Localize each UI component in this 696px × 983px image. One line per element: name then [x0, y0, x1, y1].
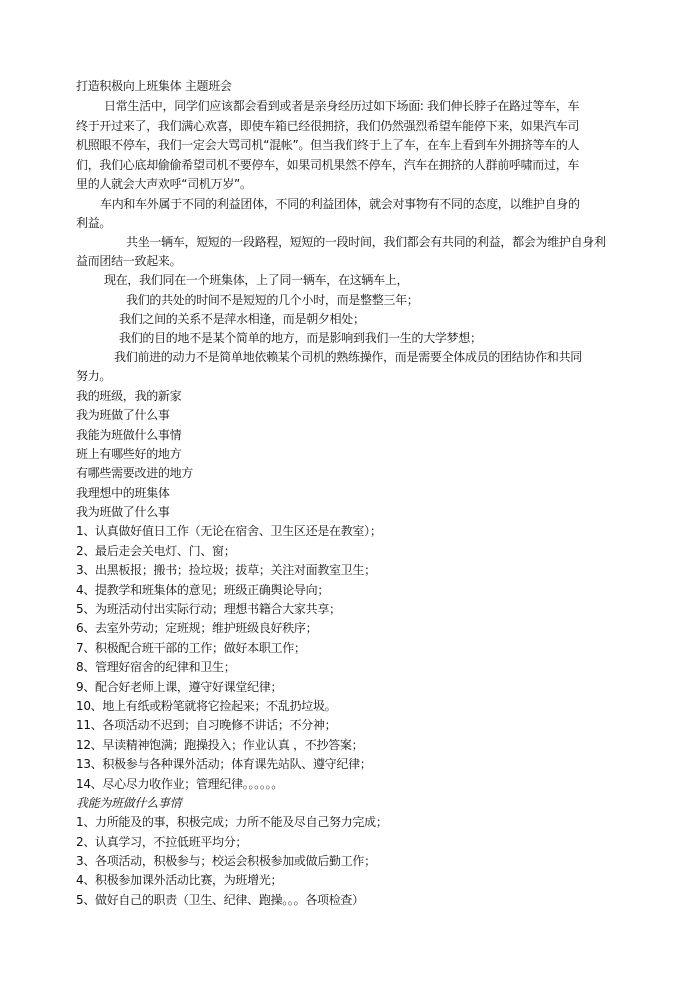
- poem-line: 我们之间的关系不是萍水相逢，而是朝夕相处；: [119, 312, 365, 326]
- list-item: 4、提教学和班集体的意见；班级正确舆论导向；: [76, 583, 330, 597]
- list-item: 6、去室外劳动；定班规；维护班级良好秩序；: [76, 621, 318, 635]
- paragraph-line: 努力。: [76, 369, 112, 383]
- topic-line: 有哪些需要改进的地方: [76, 466, 194, 480]
- list-item: 8、管理好宿舍的纪律和卫生；: [76, 660, 236, 674]
- paragraph-line: 利益。: [76, 216, 112, 230]
- list-item: 1、力所能及的事，积极完成；力所不能及尽自己努力完成；: [76, 815, 388, 829]
- poem-line: 我们的目的地不是某个简单的地方，而是影响到我们一生的大学梦想；: [119, 331, 482, 345]
- paragraph-line: 现在，我们同在一个班集体，上了同一辆车，在这辆车上，: [104, 273, 409, 287]
- intro-line: 终于开过来了，我们满心欢喜，即使车箱已经很拥挤，我们仍然强烈希望车能停下来，如果汽车司: [76, 119, 580, 133]
- list-item: 13、积极参与各种课外活动；体育课先站队、遵守纪律；: [76, 757, 372, 771]
- doc-title: 打造积极向上班集体 主题班会: [76, 79, 232, 93]
- poem-line: 我们的共处的时间不是短短的几个小时，而是整整三年；: [126, 293, 419, 307]
- topic-line: 我为班做了什么事: [76, 408, 170, 422]
- list-item: 3、各项活动，积极参与；校运会积极参加或做后勤工作；: [76, 854, 376, 868]
- list-item: 2、认真学习，不拉低班平均分；: [76, 835, 248, 849]
- topic-line: 我的班级，我的新家: [76, 389, 182, 403]
- list-item: 11、各项活动不迟到；自习晚修不讲话；不分神；: [76, 718, 337, 732]
- intro-line: 机照眼不停车，我们一定会大骂司机“混帐”。但当我们终于上了车，在车上看到车外拥挤等车的人: [76, 138, 580, 152]
- list-item: 14、尽心尽力收作业；管理纪律。。。。。。: [76, 777, 283, 791]
- list-item: 9、配合好老师上课，遵守好课堂纪律；: [76, 680, 283, 694]
- topic-line: 我为班做了什么事: [76, 505, 170, 519]
- topic-line: 我理想中的班集体: [76, 486, 170, 500]
- intro-line: 们，我们心底却偷偷希望司机不要停车，如果司机果然不停车，汽车在拥挤的人群前呼啸而过，车: [76, 158, 580, 172]
- paragraph-line: 益而团结一致起来。: [76, 254, 182, 268]
- list-item: 4、积极参加课外活动比赛，为班增光；: [76, 873, 283, 887]
- list-item: 5、做好自己的职责（卫生、纪律、跑操。。。各项检查）: [76, 893, 364, 907]
- paragraph-line: 车内和车外属于不同的利益团体，不同的利益团体，就会对事物有不同的态度，以维护自身的: [100, 197, 580, 211]
- list-item: 10、地上有纸或粉笔就将它捡起来；不乱扔垃圾。: [76, 699, 337, 713]
- list-item: 2、最后走会关电灯、门、窗；: [76, 544, 236, 558]
- paragraph-line: 共坐一辆车，短短的一段路程，短短的一段时间，我们都会有共同的利益，都会为维护自身利: [126, 235, 606, 249]
- intro-line: 里的人就会大声欢呼“司机万岁”。: [76, 177, 252, 191]
- intro-line: 日常生活中，同学们应该都会看到或者是亲身经历过如下场面: 我们伸长脖子在路过等车，车: [104, 99, 580, 113]
- topic-line: 班上有哪些好的地方: [76, 447, 182, 461]
- list-item: 3、出黑板报；搬书；捡垃圾；拔草；关注对面教室卫生；: [76, 563, 376, 577]
- topic-line: 我能为班做什么事情: [76, 428, 182, 442]
- list-item: 1、认真做好值日工作（无论在宿舍、卫生区还是在教室）；: [76, 524, 382, 538]
- list-item: 7、积极配合班干部的工作；做好本职工作；: [76, 641, 306, 655]
- list-item: 12、早读精神饱满；跑操投入；作业认真 ，不抄答案；: [76, 738, 364, 752]
- paragraph-line: 我们前进的动力不是简单地依赖某个司机的熟练操作，而是需要全体成员的团结协作和共同: [114, 350, 583, 364]
- list-item: 5、为班活动付出实际行动；理想书籍合大家共享；: [76, 602, 341, 616]
- section-heading: 我能为班做什么事情: [76, 796, 182, 810]
